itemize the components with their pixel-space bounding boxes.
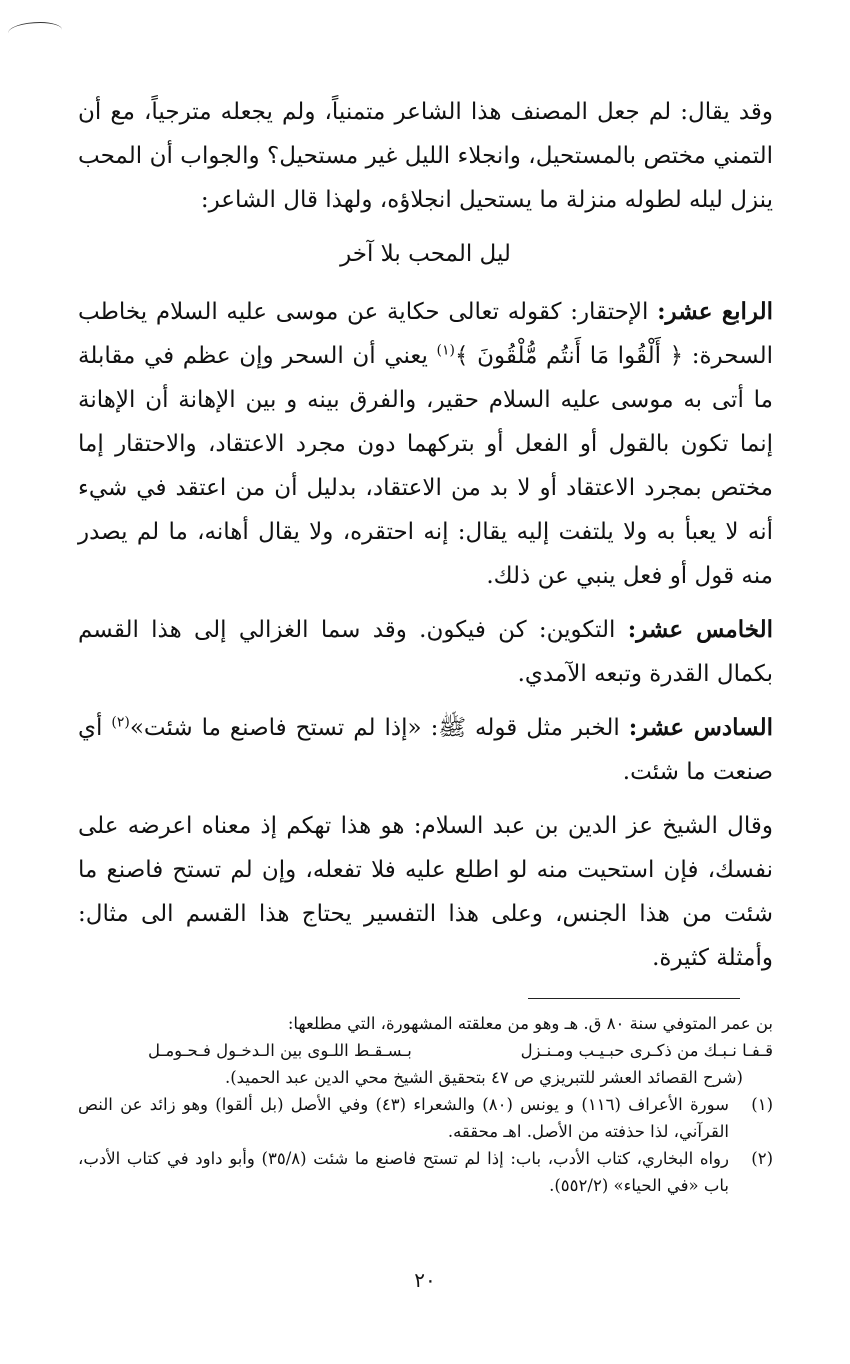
main-text xyxy=(78,90,773,990)
footnote-poem xyxy=(78,1037,773,1064)
quran-quote: ﴿ أَلْقُوا مَا أَنتُم مُّلْقُونَ ﴾ xyxy=(454,343,684,369)
poem-hemistich-second: بـسـقـط اللـوى بين الـدخـول فـحـومـل xyxy=(148,1041,412,1060)
footnote-ref-2: (٢) xyxy=(111,714,130,731)
footnote-2 xyxy=(78,1145,773,1199)
paragraph-text: يعني أن السحر وإن عظم في مقابلة ما أتى به موسى عليه السلام حقير، والفرق بينه و بين الإهانة أن الإهانة إنما تكون بالقول أو الفعل أو بتركهما دون مجرد الاعتقاد، والاحتقار إما مختص بمجرد الاعتقاد أو لا بد من الاعتقاد، بدليل أن من اعتقد في شيء أنه لا يعبأ به ولا يلتفت إليه يقال: إنه احتقره، ولا يقال أهانه، ما لم يصدر منه قول أو فعل ينبي عن ذلك. xyxy=(78,343,774,589)
page-number: ٢٠ xyxy=(414,1268,436,1292)
footnote-source: (شرح القصائد العشر للتبريزي ص ٤٧ بتحقيق الشيخ محي الدين عبد الحميد). xyxy=(224,1068,743,1087)
footnote-1 xyxy=(78,1091,773,1145)
footnote-separator xyxy=(528,998,740,999)
footnotes xyxy=(78,1010,773,1199)
paragraph-text: أي صنعت ما شئت. xyxy=(78,715,773,785)
paragraph-text: التكوين: كن فيكون. وقد سما الغزالي إلى هذا القسم بكمال القدرة وتبعه الآمدي. xyxy=(78,617,773,687)
section-heading-fourteenth: الرابع عشر: xyxy=(657,298,773,325)
paragraph-intro: وقد يقال: لم جعل المصنف هذا الشاعر متمنياً، ولم يجعله مترجياً، مع أن التمني مختص بالمستحيل، وانجلاء الليل غير مستحيل؟ والجواب أن المحب ينزل ليله لطوله منزلة ما يستحيل انجلاؤه، ولهذا قال الشاعر: xyxy=(78,99,773,213)
section-heading-sixteenth: السادس عشر: xyxy=(628,714,773,741)
paragraph-text: الخبر مثل قوله ﷺ: «إذا لم تستح فاصنع ما شئت» xyxy=(129,715,629,741)
footnote-continuation: بن عمر المتوفي سنة ٨٠ ق. هـ وهو من معلقته المشهورة، التي مطلعها: xyxy=(287,1014,773,1033)
footnote-number: (١) xyxy=(751,1095,773,1114)
paragraph-text: الإحتقار: كقوله تعالى حكاية عن موسى عليه السلام يخاطب السحرة: xyxy=(78,299,773,369)
scan-corner-mark xyxy=(8,22,62,41)
paragraph-fifteenth xyxy=(78,608,773,696)
paragraph-sixteenth xyxy=(78,706,773,794)
paragraph-fourteenth xyxy=(78,290,773,598)
footnote-text: رواه البخاري، كتاب الأدب، باب: إذا لم تستح فاصنع ما شئت (٣٥/٨) وأبو داود في كتاب الأدب، باب «في الحياء» (٥٥٢/٢). xyxy=(78,1149,729,1195)
footnote-ref-1: (١) xyxy=(436,342,455,359)
footnote-text: سورة الأعراف (١١٦) و يونس (٨٠) والشعراء (٤٣) وفي الأصل (بل ألقوا) وهو زائد عن النص القرآني، لذا حذفته من الأصل. اهـ محققه. xyxy=(78,1095,729,1141)
poem-hemistich-first: قـفـا نـبـك من ذكـرى حبـيـب ومـنـزل xyxy=(520,1041,773,1060)
poem-line: ليل المحب بلا آخر xyxy=(340,241,511,267)
paragraph-izz-al-din: وقال الشيخ عز الدين بن عبد السلام: هو هذا تهكم إذ معناه اعرضه على نفسك، فإن استحيت منه لو اطلع عليه فلا تفعله، وإن لم تستح فاصنع ما شئت من هذا الجنس، وعلى هذا التفسير يحتاج هذا القسم الى مثال: وأمثلة كثيرة. xyxy=(78,813,773,971)
footnote-number: (٢) xyxy=(751,1149,773,1168)
section-heading-fifteenth: الخامس عشر: xyxy=(627,616,773,643)
